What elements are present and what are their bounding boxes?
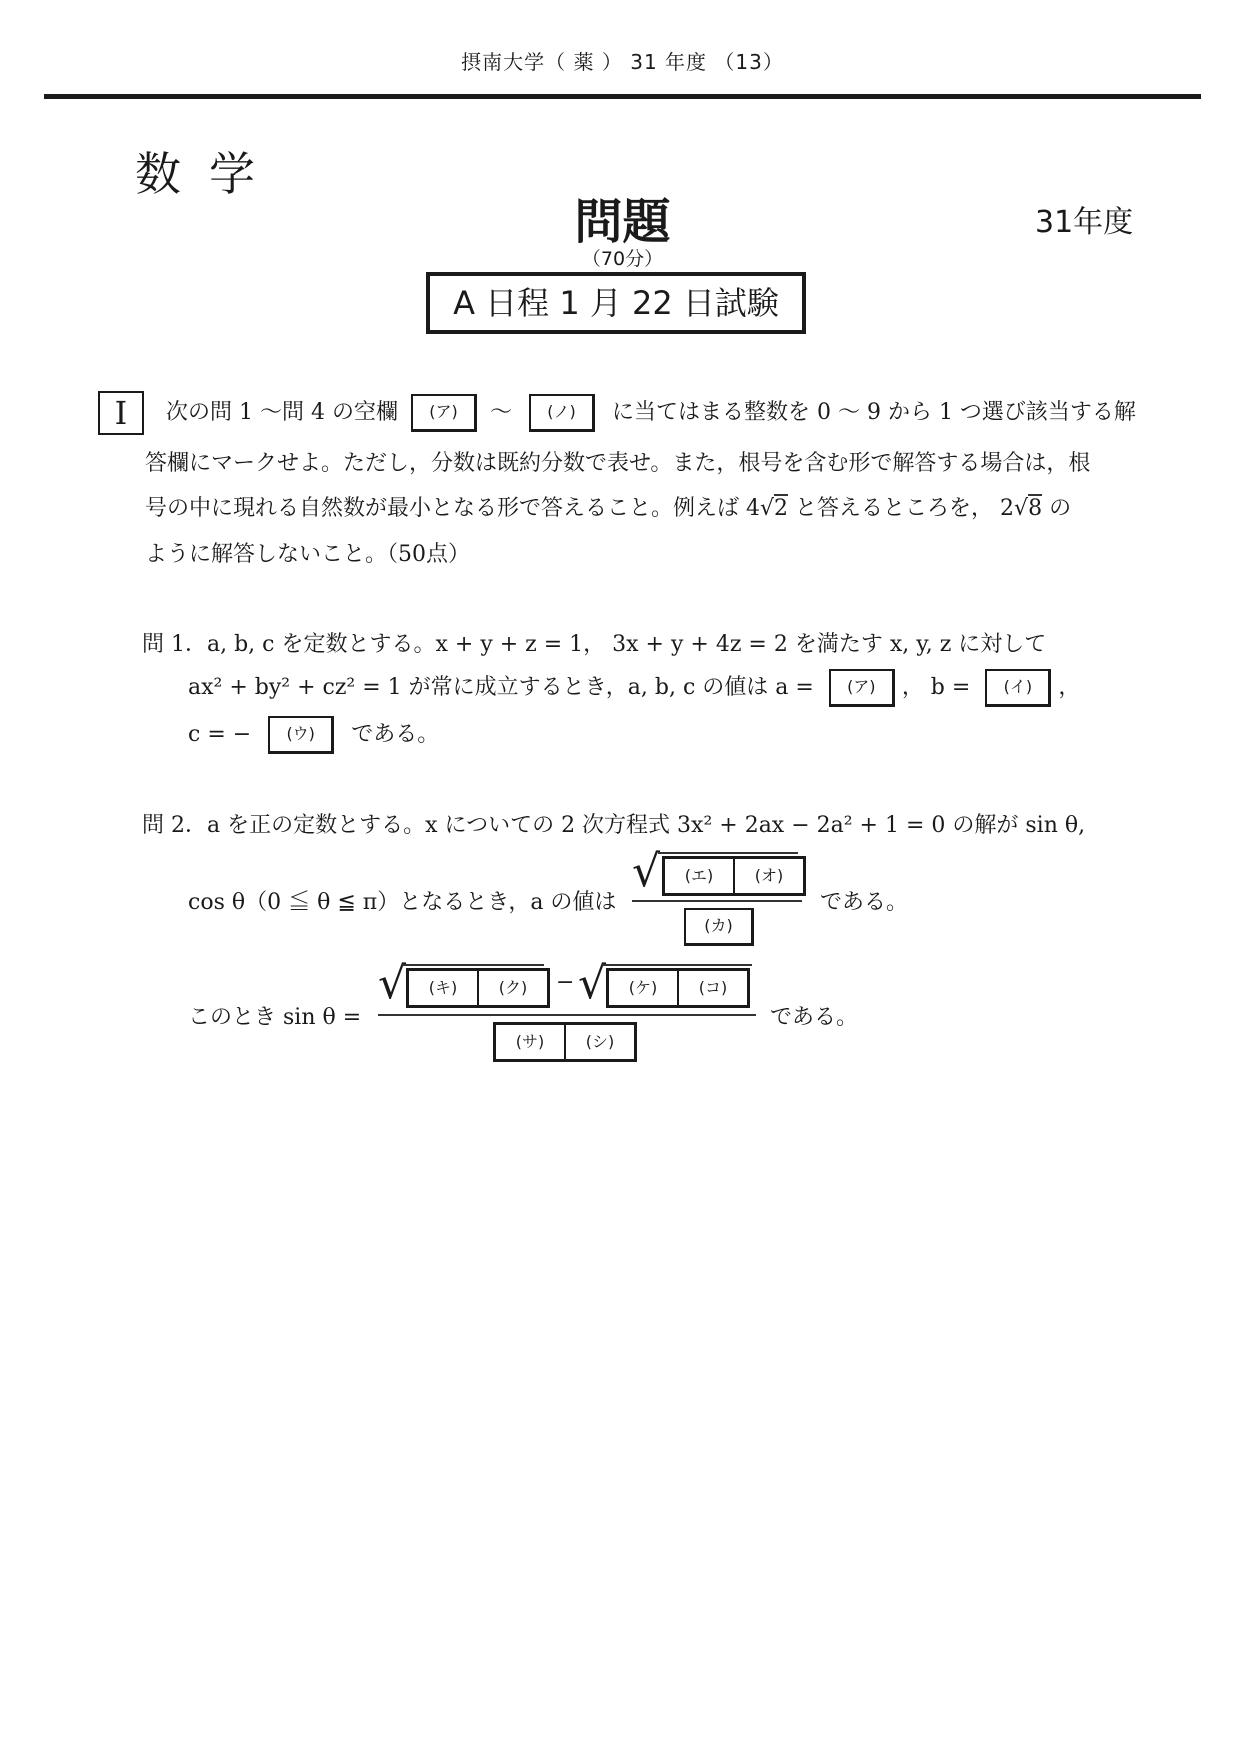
section-mark: I <box>98 391 144 435</box>
subject-title: 数学 <box>135 147 283 201</box>
q1-text: ， b = <box>901 675 971 700</box>
answer-box-b: (イ) <box>985 669 1051 707</box>
q1-text: a, b, c を定数とする。x + y + z = 1， 3x + y + 4z = 2 を満たす x, y, z に対して <box>207 632 1047 657</box>
q1-text: c = − <box>188 722 252 747</box>
q1-label: 問 1． <box>142 632 207 657</box>
q2-line-2-text: cos θ（0 ≦ θ ≦ π）となるとき，a の値は <box>188 890 617 915</box>
answer-box-ka: (カ) <box>684 908 754 946</box>
answer-box-e: (エ) <box>684 866 714 885</box>
numerator-boxes <box>662 856 806 896</box>
intro-line-1 <box>166 394 1136 432</box>
intro-text: と答えるところを， 2 <box>795 496 1015 521</box>
radicand: 8 <box>1028 496 1043 521</box>
intro-text: の <box>1049 496 1072 521</box>
minus-sign: − <box>556 970 575 995</box>
intro-line-3 <box>145 491 1071 522</box>
sqrt-symbol: √ <box>1014 496 1029 521</box>
page-header: 摂南大学（ 薬 ） 31 年度 （13） <box>461 50 784 74</box>
denominator-boxes <box>493 1022 637 1062</box>
numerator-boxes-1 <box>406 968 550 1008</box>
duration-label: （70分） <box>581 248 664 270</box>
numerator-boxes-2 <box>606 968 750 1008</box>
q2-line-1 <box>142 808 1085 839</box>
fraction-bar <box>378 1014 756 1016</box>
sqrt-symbol: √ <box>378 958 407 1009</box>
answer-box-first: (ア) <box>411 394 477 432</box>
q1-line-1 <box>142 627 1046 658</box>
intro-text: 次の問 1 〜問 4 の空欄 <box>166 400 398 425</box>
q2-label: 問 2． <box>142 813 207 838</box>
q1-text: である。 <box>351 722 440 747</box>
sqrt-symbol: √ <box>578 958 607 1009</box>
intro-line-4: ように解答しないこと。（50点） <box>145 542 470 567</box>
page-title: 問題 <box>574 194 671 250</box>
answer-box-a: (ア) <box>829 669 895 707</box>
intro-text: に当てはまる整数を 0 〜 9 から 1 つ選び該当する解 <box>611 400 1136 425</box>
q2-text: a を正の定数とする。x についての 2 次方程式 3x² + 2ax − 2a² + 1 = 0 の解が sin θ, <box>207 813 1086 838</box>
answer-box-last: (ノ) <box>529 394 595 432</box>
q2-line-3-text: このとき sin θ = <box>188 1005 362 1030</box>
answer-box-c: (ウ) <box>268 716 334 754</box>
answer-box-ko: (コ) <box>677 971 747 1005</box>
q1-text: ， <box>1058 675 1081 700</box>
fraction-sin <box>378 958 758 1062</box>
q1-line-3 <box>188 716 439 754</box>
fraction-bar <box>632 900 802 902</box>
radicand: 2 <box>774 496 789 521</box>
sqrt-symbol: √ <box>632 846 661 897</box>
answer-box-sa: (サ) <box>515 1032 545 1051</box>
answer-box-ki: (キ) <box>428 978 458 997</box>
answer-box-shi: (シ) <box>564 1025 634 1059</box>
answer-box-ku: (ク) <box>477 971 547 1005</box>
session-box: A 日程 1 月 22 日試験 <box>426 272 806 334</box>
header-rule <box>44 94 1201 99</box>
q2-line-3-end: である。 <box>770 1005 859 1030</box>
tilde: 〜 <box>489 400 512 425</box>
fraction-a <box>632 846 802 946</box>
q1-line-2 <box>188 669 1080 707</box>
intro-line-2: 答欄にマークせよ。ただし，分数は既約分数で表せ。また，根号を含む形で解答する場合は，根 <box>145 451 1091 476</box>
q1-text: ax² + by² + cz² = 1 が常に成立するとき，a, b, c の値は a = <box>188 675 814 700</box>
answer-box-ke: (ケ) <box>628 978 658 997</box>
sqrt-symbol: √ <box>760 496 775 521</box>
intro-text: 号の中に現れる自然数が最小となる形で答えること。例えば 4 <box>145 496 760 521</box>
answer-box-o: (オ) <box>733 859 803 893</box>
q2-line-2-end: である。 <box>820 890 909 915</box>
year-label: 31年度 <box>1035 205 1134 240</box>
